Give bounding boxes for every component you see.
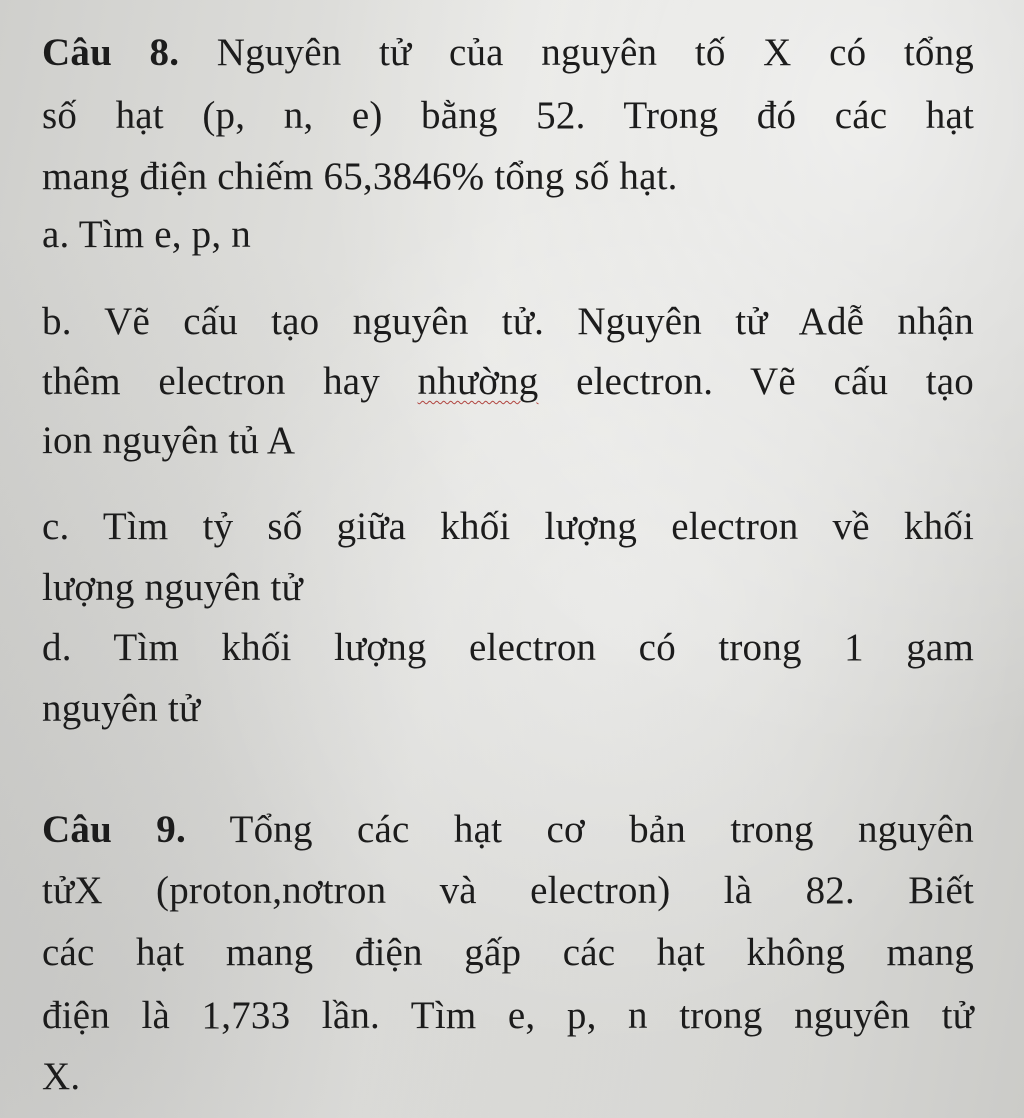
question-9-line-4: điện là 1,733 lần. Tìm e, p, n trong nguyên tử: [42, 994, 974, 1037]
question-8-line-1: Câu 8. Nguyên tử của nguyên tố X có tổng: [42, 31, 974, 74]
question-8-part-c-line-1: c. Tìm tỷ số giữa khối lượng electron về khối: [42, 505, 974, 548]
question-9-line-1: Câu 9. Tổng các hạt cơ bản trong nguyên: [42, 808, 974, 851]
question-8-part-b-line-2: thêm electron hay nhường electron. Vẽ cấu tạo: [42, 360, 975, 403]
spellcheck-underlined-word: nhường: [417, 360, 539, 403]
question-8-part-b-line-3: ion nguyên tủ A: [42, 419, 296, 462]
question-8-line-3: mang điện chiếm 65,3846% tổng số hạt.: [42, 155, 678, 198]
question-8-part-d-line-2: nguyên tử: [42, 687, 201, 730]
question-9-heading: Câu 9.: [42, 808, 186, 851]
question-9-line-5: X.: [42, 1055, 81, 1098]
question-8-part-b-line-1: b. Vẽ cấu tạo nguyên tử. Nguyên tử Adễ nhận: [42, 300, 974, 343]
question-9-line-2: tửX (proton,nơtron và electron) là 82. Biết: [42, 869, 974, 912]
question-9-line-3: các hạt mang điện gấp các hạt không mang: [42, 931, 974, 974]
question-8-part-c-line-2: lượng nguyên tử: [42, 566, 303, 609]
question-8-heading: Câu 8.: [42, 31, 180, 74]
question-8-part-a: a. Tìm e, p, n: [42, 213, 251, 256]
question-8-line-2: số hạt (p, n, e) bằng 52. Trong đó các hạt: [42, 94, 974, 137]
question-8-part-d-line-1: d. Tìm khối lượng electron có trong 1 gam: [42, 626, 974, 669]
